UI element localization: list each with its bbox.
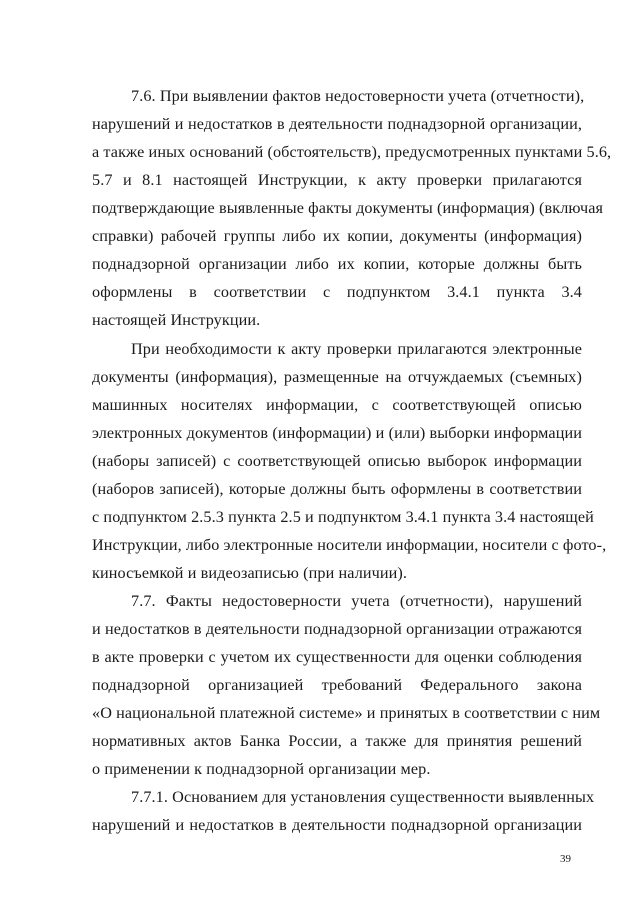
text-line: оформлены в соответствии с подпунктом 3.4.1 пункта 3.4	[92, 283, 582, 301]
text-line: о применении к поднадзорной организации мер.	[92, 760, 431, 778]
text-line: а также иных оснований (обстоятельств), предусмотренных пунктами 5.6,	[92, 143, 612, 161]
text-line: поднадзорной организацией требований Федерального закона	[92, 676, 582, 694]
text-line: «О национальной платежной системе» и принятых в соответствии с ним	[92, 704, 601, 722]
text-line: нарушений и недостатков в деятельности поднадзорной организации	[92, 816, 582, 834]
text-line: 5.7 и 8.1 настоящей Инструкции, к акту проверки прилагаются	[92, 171, 582, 189]
text-line: и недостатков в деятельности поднадзорной организации отражаются	[92, 620, 582, 638]
text-line: настоящей Инструкции.	[92, 311, 261, 329]
text-line: электронных документов (информации) и (или) выборки информации	[92, 424, 582, 442]
text-line: 7.6. При выявлении фактов недостоверности учета (отчетности),	[131, 87, 585, 105]
text-line: справки) рабочей группы либо их копии, документы (информация)	[92, 227, 582, 245]
text-line: Инструкции, либо электронные носители информации, носители с фото-,	[92, 536, 607, 554]
page-number: 39	[560, 853, 571, 865]
text-line: (наборы записей) с соответствующей описью выборок информации	[92, 452, 582, 470]
text-line: с подпунктом 2.5.3 пункта 2.5 и подпунктом 3.4.1 пункта 3.4 настоящей	[92, 508, 594, 526]
text-line: поднадзорной организации либо их копии, которые должны быть	[92, 255, 582, 273]
text-line: машинных носителях информации, с соответствующей описью	[92, 396, 582, 414]
text-line: киносъемкой и видеозаписью (при наличии).	[92, 564, 408, 582]
text-line: нормативных актов Банка России, а также для принятия решений	[92, 732, 582, 750]
text-line: 7.7.1. Основанием для установления существенности выявленных	[131, 788, 595, 806]
text-line: При необходимости к акту проверки прилагаются электронные	[131, 340, 582, 358]
text-line: (наборов записей), которые должны быть оформлены в соответствии	[92, 480, 582, 498]
text-line: нарушений и недостатков в деятельности поднадзорной организации,	[92, 115, 582, 133]
text-line: подтверждающие выявленные факты документы (информация) (включая	[92, 199, 604, 217]
text-line: 7.7. Факты недостоверности учета (отчетности), нарушений	[131, 592, 582, 610]
text-line: в акте проверки с учетом их существенности для оценки соблюдения	[92, 648, 582, 666]
text-line: документы (информация), размещенные на отчуждаемых (съемных)	[92, 368, 582, 386]
